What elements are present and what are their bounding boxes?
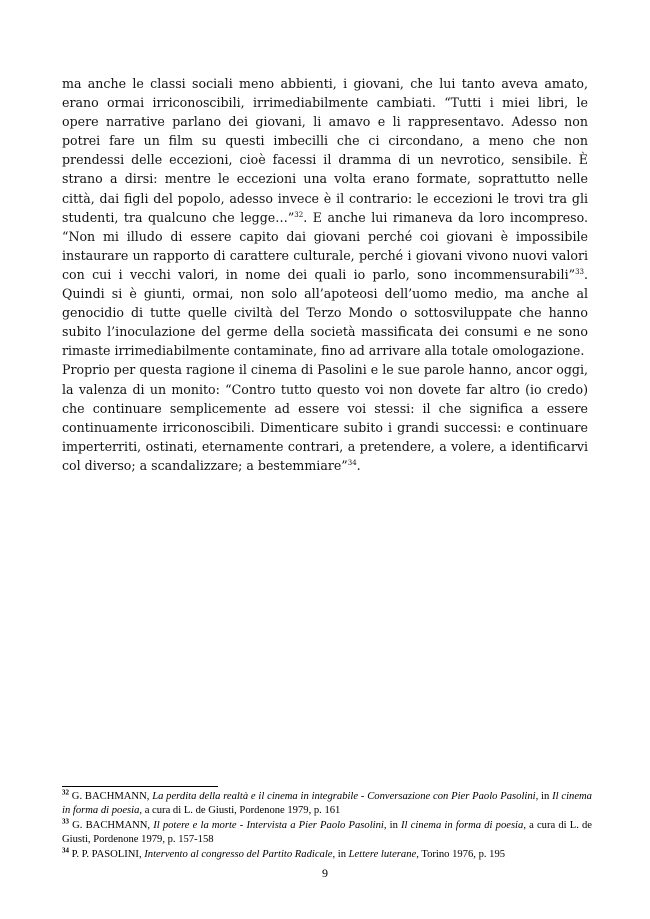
footnote: [62, 848, 592, 862]
footnote-text: , Torino 1976, p. 195: [416, 848, 506, 860]
paragraph-text: ma anche le classi sociali meno abbienti, i giovani, che lui tanto aveva amato, erano ormai irriconoscibili, irrimediabilmente cambiati. “Tutti i miei libri, le opere narrative parlano dei giovani, li amavo e li rappresentavo. Adesso non potrei fare un film su questi imbecilli che ci circondano, a meno che non prendessi delle eccezioni, cioè facessi il dramma di un nevrotico, sensibile. È strano a dirsi: mentre le eccezioni una volta erano formate, soprattutto nelle città, dai figli del popolo, adesso invece è il contrario: le eccezioni le trovi tra gli studenti, tra qualcuno che legge…”: [62, 76, 588, 225]
footnote: [62, 819, 592, 848]
footnote-author: P. P. PASOLINI,: [69, 848, 145, 860]
footnote-text: , a cura di L. de Giusti, Pordenone 1979, p. 161: [139, 805, 341, 817]
footnote-author: G. BACHMANN,: [69, 791, 153, 802]
footnote-text: , in: [332, 848, 349, 860]
paragraph-text: . E anche lui rimaneva da loro incompreso. “Non mi illudo di essere capito dai giovani perché coi giovani è impossibile instaurare un rapporto di carattere culturale, perché i giovani vivono nuovi valori con cui i vecchi valori, in nome dei quali io parlo, sono incommensurabili”: [62, 209, 588, 282]
footnote-work: Il cinema in forma di poesia: [401, 819, 524, 831]
footnote-title: Intervento al congresso del Partito Radicale: [144, 848, 333, 860]
footnote-text: , a cura di L. de Giusti, Pordenone 1979, p. 157-158: [62, 819, 593, 846]
footnotes: [62, 790, 592, 862]
footnote-separator: [62, 786, 218, 787]
footnote-work: Il cinema in forma di poesia: [62, 791, 592, 817]
paragraph-1: [62, 74, 588, 360]
page-number: 9: [322, 866, 328, 880]
footnote-ref: 33: [575, 267, 584, 276]
footnote-title: Il potere e la morte - Intervista a Pier Paolo Pasolini: [153, 819, 384, 831]
footnote-number: 32: [62, 788, 69, 797]
footnote-text: , in: [535, 791, 553, 802]
footnote-author: G. BACHMANN,: [69, 819, 154, 831]
paragraph-text: .: [356, 457, 361, 473]
footnote-ref: 32: [294, 210, 304, 219]
footnote-number: 34: [62, 846, 69, 855]
footnote-number: 33: [62, 817, 69, 826]
footnote-ref: 34: [347, 458, 357, 467]
footnote: [62, 790, 592, 819]
paragraph-text: . Quindi si è giunti, ormai, non solo all’apoteosi dell’uomo medio, ma anche al genocidio di tutte quelle civiltà del Terzo Mondo o sottosviluppate che hanno subito l’inoculazione del germe della società massificata dei consumi e ne sono rimaste irrimediabilmente contaminate, fino ad arrivare alla totale omologazione.: [62, 266, 588, 359]
paragraph-text: Proprio per questa ragione il cinema di Pasolini e le sue parole hanno, ancor oggi, la valenza di un monito: “Contro tutto questo voi non dovete far altro (io credo) che continuare semplicemente ad essere voi stessi: il che significa a essere continuamente irriconoscibili. Dimenticare subito i grandi successi: e continuare imperterriti, ostinati, eternamente contrari, a pretendere, a volere, a identificarvi col diverso; a scandalizzare; a bestemmiare”: [62, 362, 588, 473]
main-text: [62, 74, 588, 475]
footnote-text: , in: [383, 819, 402, 831]
paragraph-2: [62, 360, 588, 475]
footnote-title: La perdita della realtà e il cinema in integrabile - Conversazione con Pier Paolo Pasolini: [152, 791, 536, 802]
footnote-work: Lettere luterane: [348, 848, 417, 860]
